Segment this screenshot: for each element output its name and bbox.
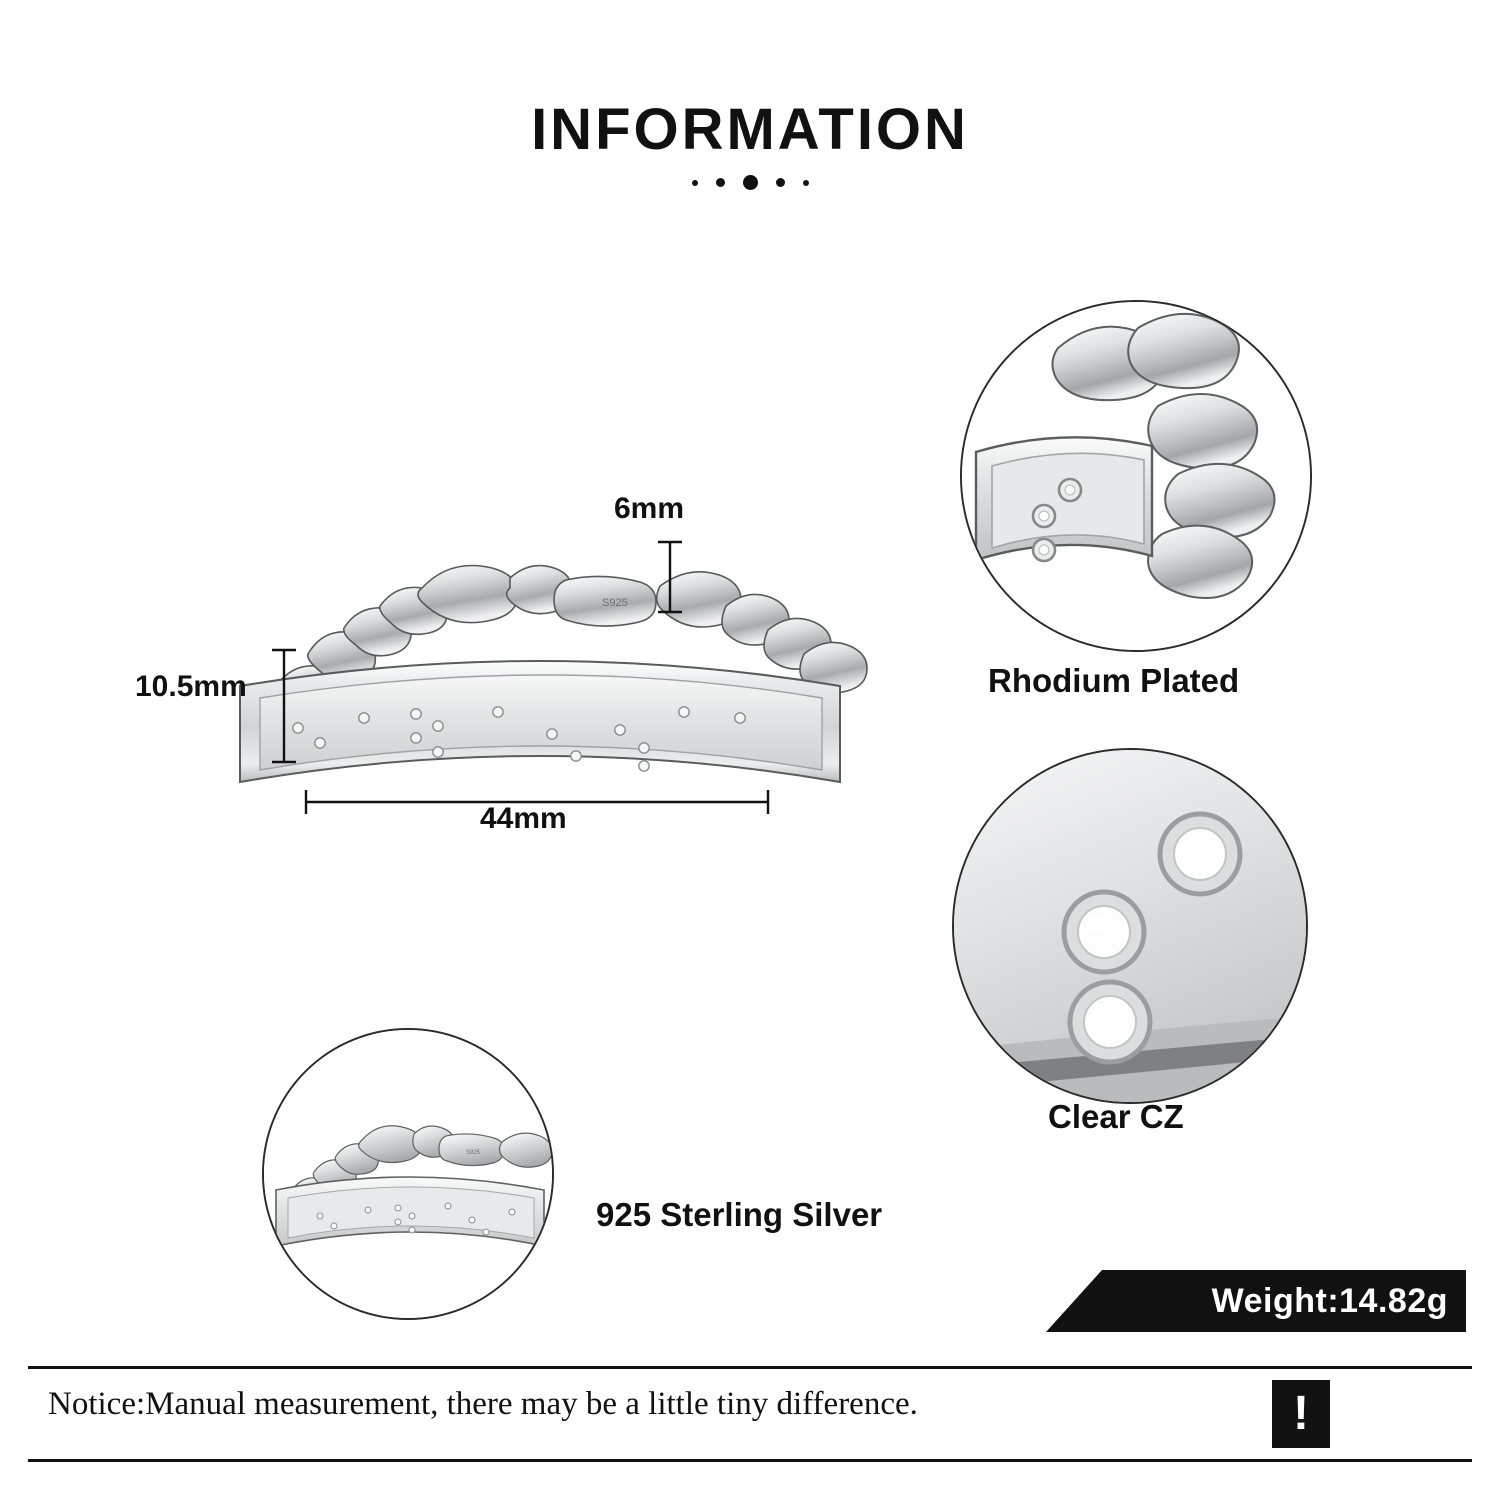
dimension-label-length: 44mm <box>480 802 567 835</box>
dot-icon <box>803 180 809 186</box>
svg-text:S925: S925 <box>466 1150 481 1156</box>
notice-divider-top <box>28 1366 1472 1369</box>
dimension-label-width: 6mm <box>614 492 685 525</box>
notice-bar <box>0 1366 1500 1462</box>
dimension-label-height: 10.5mm <box>135 670 247 703</box>
dot-icon <box>716 178 725 187</box>
dot-icon <box>743 175 758 190</box>
callout-label-sterling-silver: 925 Sterling Silver <box>596 1196 883 1233</box>
decorative-dots <box>0 175 1500 190</box>
dot-icon <box>776 178 785 187</box>
page-title: INFORMATION <box>531 97 969 162</box>
callout-image-sterling-silver <box>262 1028 554 1320</box>
product-main-illustration <box>180 490 900 850</box>
notice-divider-bottom <box>28 1459 1472 1462</box>
metal-stamp-text: S925 <box>602 597 628 609</box>
callout-label-rhodium-plated: Rhodium Plated <box>988 662 1240 699</box>
callout-image-clear-cz <box>952 748 1308 1104</box>
dot-icon <box>692 180 698 186</box>
weight-label: Weight:14.82g <box>1211 1282 1448 1320</box>
exclamation-icon: ! <box>1272 1380 1330 1448</box>
notice-text: Notice:Manual measurement, there may be a little tiny difference. <box>48 1386 918 1422</box>
callout-image-rhodium-plated <box>960 300 1312 652</box>
weight-badge <box>1046 1270 1466 1332</box>
callout-label-clear-cz: Clear CZ <box>1048 1098 1184 1135</box>
